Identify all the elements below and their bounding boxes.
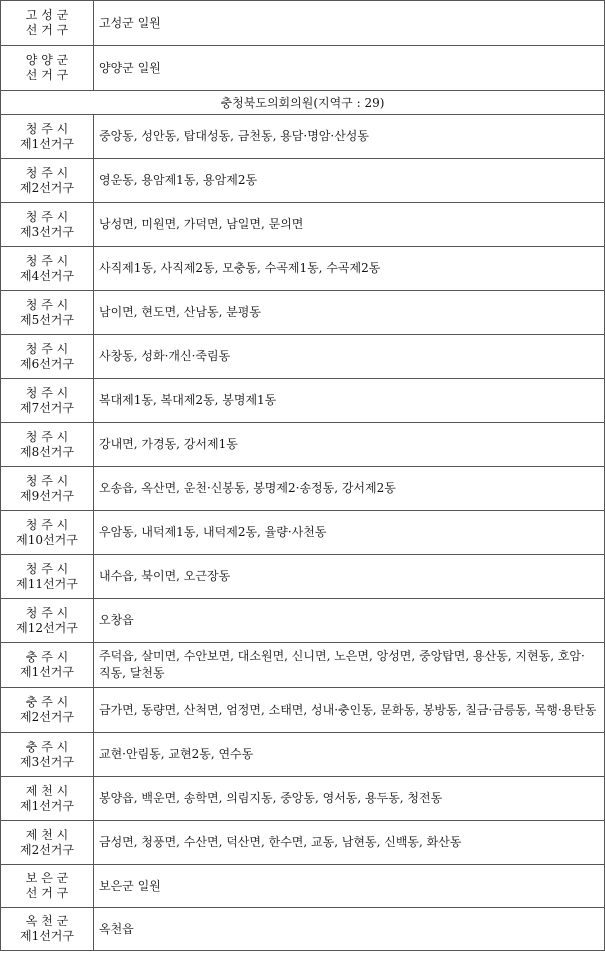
- district-areas: 강내면, 가경동, 강서제1동: [94, 423, 605, 467]
- table-row: [1, 291, 605, 335]
- district-name-line2: 제8선거구: [19, 444, 74, 459]
- district-name-line2: 제1선거구: [19, 929, 74, 943]
- district-areas: 오송읍, 옥산면, 운천·신봉동, 봉명제2·송정동, 강서제2동: [94, 467, 605, 511]
- table-row: [1, 467, 605, 511]
- district-name-line2: 제10선거구: [16, 532, 78, 547]
- district-name-line1: 청 주 시: [25, 209, 69, 224]
- district-name-cell: [1, 688, 94, 733]
- table-row: [1, 335, 605, 379]
- district-name-line1: 충 주 시: [25, 739, 69, 754]
- district-name-line2: 제11선거구: [16, 576, 78, 591]
- district-areas: 낭성면, 미원면, 가덕면, 남일면, 문의면: [94, 203, 605, 247]
- district-areas: 금성면, 청풍면, 수산면, 덕산면, 한수면, 교동, 남현동, 신백동, 화산동: [94, 821, 605, 865]
- table-row: [1, 379, 605, 423]
- district-name-line2: 제3선거구: [19, 224, 74, 239]
- district-name-cell: [1, 821, 94, 865]
- table-row: [1, 555, 605, 599]
- district-name-line1: 청 주 시: [25, 121, 69, 136]
- district-name-line2: 선 거 구: [25, 886, 69, 900]
- district-name-line2: 제6선거구: [19, 356, 74, 371]
- district-name-line1: 청 주 시: [25, 605, 69, 620]
- district-name-cell: [1, 777, 94, 821]
- district-name-cell: [1, 379, 94, 423]
- district-name-line2: 제12선거구: [16, 620, 78, 635]
- district-name-cell: [1, 291, 94, 335]
- district-areas: 주덕읍, 살미면, 수안보면, 대소원면, 신니면, 노은면, 앙성면, 중앙탑면, 용산동, 지현동, 호암·직동, 달천동: [94, 643, 605, 688]
- district-name-line2: 선 거 구: [25, 23, 69, 37]
- district-name-line1: 청 주 시: [25, 473, 69, 488]
- district-name-cell: [1, 511, 94, 555]
- district-name-line2: 선 거 구: [25, 68, 69, 82]
- table-row: [1, 203, 605, 247]
- district-areas: 양양군 일원: [94, 46, 605, 91]
- district-areas: 보은군 일원: [94, 865, 605, 908]
- table-row: [1, 643, 605, 688]
- table-row: [1, 46, 605, 91]
- district-areas: 영운동, 용암제1동, 용암제2동: [94, 159, 605, 203]
- district-areas: 고성군 일원: [94, 1, 605, 46]
- district-name-line1: 양 양 군: [25, 53, 69, 67]
- district-name-cell: [1, 46, 94, 91]
- district-name-cell: [1, 335, 94, 379]
- district-name-cell: [1, 115, 94, 159]
- district-name-cell: [1, 203, 94, 247]
- table-row: [1, 821, 605, 865]
- district-name-line1: 청 주 시: [25, 385, 69, 400]
- district-name-line1: 충 주 시: [25, 695, 69, 709]
- district-areas: 교현·안림동, 교현2동, 연수동: [94, 733, 605, 777]
- district-name-line1: 제 천 시: [25, 783, 69, 798]
- district-areas: 사직제1동, 사직제2동, 모충동, 수곡제1동, 수곡제2동: [94, 247, 605, 291]
- district-name-line2: 제2선거구: [19, 180, 74, 195]
- district-name-line2: 제4선거구: [19, 268, 74, 283]
- section-header: 충청북도의회의원(지역구 : 29): [1, 91, 605, 115]
- district-areas: 내수읍, 북이면, 오근장동: [94, 555, 605, 599]
- district-name-cell: [1, 423, 94, 467]
- district-areas: 중앙동, 성안동, 탑대성동, 금천동, 용담·명암·산성동: [94, 115, 605, 159]
- district-name-line2: 제1선거구: [19, 665, 74, 679]
- district-name-cell: [1, 599, 94, 643]
- district-areas: 봉양읍, 백운면, 송학면, 의림지동, 중앙동, 영서동, 용두동, 청전동: [94, 777, 605, 821]
- table-row: [1, 599, 605, 643]
- district-name-cell: [1, 159, 94, 203]
- district-name-line2: 제9선거구: [19, 488, 74, 503]
- district-areas: 오창읍: [94, 599, 605, 643]
- district-name-cell: [1, 908, 94, 951]
- district-name-line1: 청 주 시: [25, 429, 69, 444]
- district-name-line2: 제1선거구: [19, 136, 74, 151]
- district-name-line1: 옥 천 군: [25, 914, 69, 928]
- table-row: [1, 865, 605, 908]
- district-name-line2: 제7선거구: [19, 400, 74, 415]
- district-name-line1: 제 천 시: [25, 827, 69, 842]
- section-header-row: [1, 91, 605, 115]
- district-areas: 남이면, 현도면, 산남동, 분평동: [94, 291, 605, 335]
- table-row: [1, 688, 605, 733]
- table-row: [1, 423, 605, 467]
- district-name-line2: 제2선거구: [19, 842, 74, 857]
- district-name-line1: 청 주 시: [25, 253, 69, 268]
- district-name-line2: 제5선거구: [19, 312, 74, 327]
- district-name-line1: 청 주 시: [25, 297, 69, 312]
- district-name-line2: 제3선거구: [19, 754, 74, 769]
- district-name-cell: [1, 865, 94, 908]
- district-name-cell: [1, 247, 94, 291]
- district-name-line2: 제1선거구: [19, 798, 74, 813]
- district-name-cell: [1, 467, 94, 511]
- district-name-cell: [1, 643, 94, 688]
- district-name-line2: 제2선거구: [19, 710, 74, 724]
- district-name-line1: 고 성 군: [25, 8, 69, 22]
- district-areas: 복대제1동, 복대제2동, 봉명제1동: [94, 379, 605, 423]
- table-row: [1, 908, 605, 951]
- district-name-line1: 청 주 시: [25, 561, 69, 576]
- table-row: [1, 1, 605, 46]
- table-row: [1, 159, 605, 203]
- district-name-line1: 보 은 군: [25, 871, 69, 885]
- district-name-cell: [1, 555, 94, 599]
- district-areas: 우암동, 내덕제1동, 내덕제2동, 율량·사천동: [94, 511, 605, 555]
- table-row: [1, 511, 605, 555]
- district-name-line1: 청 주 시: [25, 165, 69, 180]
- table-row: [1, 115, 605, 159]
- district-name-cell: [1, 1, 94, 46]
- district-name-line1: 청 주 시: [25, 517, 69, 532]
- district-areas: 사창동, 성화·개신·죽림동: [94, 335, 605, 379]
- district-name-line1: 청 주 시: [25, 341, 69, 356]
- district-name-cell: [1, 733, 94, 777]
- district-areas: 옥천읍: [94, 908, 605, 951]
- table-row: [1, 777, 605, 821]
- table-row: [1, 733, 605, 777]
- district-areas: 금가면, 동량면, 산척면, 엄정면, 소태면, 성내·충인동, 문화동, 봉방동, 칠금·금릉동, 목행·용탄동: [94, 688, 605, 733]
- table-row: [1, 247, 605, 291]
- district-name-line1: 충 주 시: [25, 650, 69, 664]
